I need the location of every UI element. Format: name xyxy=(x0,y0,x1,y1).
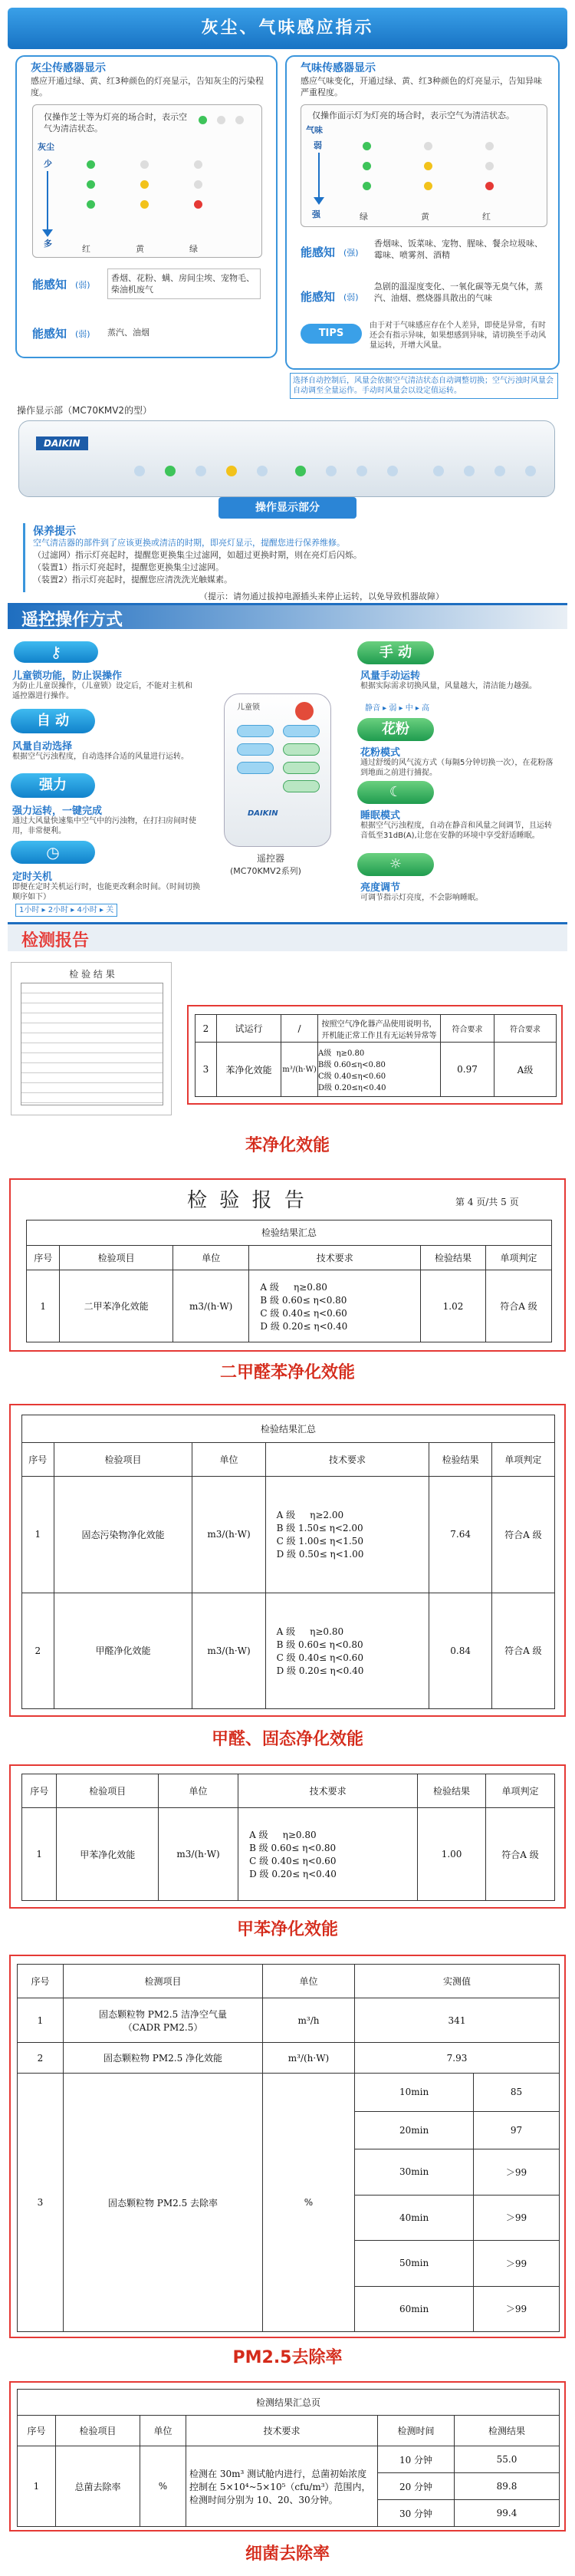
row-no: 3 xyxy=(18,2074,64,2332)
indicator-lamp-icon xyxy=(495,466,505,476)
remote-controller xyxy=(224,693,331,847)
maintenance-line2: （过滤网）指示灯亮起时，提醒您更换集尘过滤网，如超过更换时期，则在亮灯后闪烁。 xyxy=(33,550,362,560)
odor-sense-list: 香烟味、饭菜味、宠物、腥味、餐余垃圾味、霉味、喷雾剂、酒精 xyxy=(374,239,543,260)
lock-title: 儿童锁功能，防止误操作 xyxy=(12,670,123,682)
device-panel-image xyxy=(18,420,555,497)
red-light-icon xyxy=(194,200,202,209)
report-document-thumbnail xyxy=(11,962,172,1115)
odor-low-label: 弱 xyxy=(314,140,322,150)
row-item: 甲醛净化效能 xyxy=(54,1593,192,1709)
col-res: 检验结果 xyxy=(421,1245,486,1270)
brightness-title: 亮度调节 xyxy=(360,882,401,894)
dust-indicator-box xyxy=(32,104,262,258)
caption-pm25: PM2.5去除率 xyxy=(232,2348,343,2367)
dust-sense-list-2: 蒸汽、油烟 xyxy=(107,328,150,338)
doc-title: 检 验 结 果 xyxy=(69,969,115,980)
dust-axis-label: 灰尘 xyxy=(38,142,54,152)
tips-text: 由于对于气味感应存在个人差异，即使是异常，有时还会有指示异味，如果想感到异味，请切换至手动风量运转，开增大风量。 xyxy=(370,321,546,350)
row-item: 固态颗粒物 PM2.5 洁净空气量 （CADR PM2.5） xyxy=(64,1998,263,2043)
manual-text: 根据实际需求切换风量，风量越大，清洁能力越强。 xyxy=(360,682,537,690)
col-res: 检测结果 xyxy=(455,2416,560,2446)
doc-table-lines xyxy=(21,983,163,1105)
pollen-button[interactable] xyxy=(283,743,320,756)
col-unit: 单位 xyxy=(159,1774,238,1808)
manual-pill: 手 动 xyxy=(357,641,434,664)
odor-box-note: 仅操作面示灯为灯亮的场合时，表示空气为清洁状态。 xyxy=(312,110,514,120)
odor-light-grid xyxy=(347,139,516,208)
manual-button[interactable] xyxy=(283,725,320,737)
row-item: 固态污染物净化效能 xyxy=(54,1477,192,1593)
value-cell: 89.8 xyxy=(455,2473,560,2500)
yellow-light-icon xyxy=(424,162,432,170)
col-req: 技术要求 xyxy=(265,1443,429,1477)
row-unit: m³/(h·W) xyxy=(281,1043,318,1097)
row-item: 二甲苯净化效能 xyxy=(60,1270,173,1342)
sense-tag-sub: (弱) xyxy=(75,329,90,339)
dust-desc: 感应开通过绿、黄、红3种颜色的灯亮显示，告知灰尘的污染程度。 xyxy=(31,76,264,97)
maintenance-line4: （装置2）指示灯亮起时，提醒您应清洗洗光触媒素。 xyxy=(33,575,232,585)
time-cell: 40min xyxy=(355,2195,474,2240)
row-req: A 级 η≥2.00 B 级 1.50≤ η<2.00 C 级 1.00≤ η<1.50 D 级 0.50≤ η<1.00 xyxy=(265,1477,429,1593)
turbo-button[interactable] xyxy=(237,743,274,756)
col-no: 序号 xyxy=(22,1443,54,1477)
time-cell: 20min xyxy=(355,2111,474,2149)
maintenance-box xyxy=(23,523,556,592)
odor-green-label: 绿 xyxy=(360,212,368,222)
dust-light-grid xyxy=(79,157,232,249)
col-no: 序号 xyxy=(18,1965,64,1998)
col-no: 序号 xyxy=(22,1774,57,1808)
row-unit: m³/(h·W) xyxy=(263,2043,355,2074)
green-light-icon xyxy=(87,180,95,189)
auto-button[interactable] xyxy=(237,725,274,737)
auto-title: 风量自动选择 xyxy=(12,741,73,753)
green-light-icon xyxy=(199,116,207,124)
row-unit: % xyxy=(263,2074,355,2332)
row-res: 0.84 xyxy=(429,1593,491,1709)
indicator-lamp-icon xyxy=(257,466,268,476)
sense-tag: 能感知 xyxy=(32,278,67,292)
time-cell: 10 分钟 xyxy=(378,2446,455,2473)
speed-sequence: 静音 ▸ 弱 ▸ 中 ▸ 高 xyxy=(365,704,430,713)
col-no: 序号 xyxy=(18,2416,56,2446)
row-res: 0.97 xyxy=(441,1043,495,1097)
col-req: 技术要求 xyxy=(249,1245,421,1270)
remote-brand-logo: DAIKIN xyxy=(248,809,278,818)
down-arrow-icon xyxy=(42,229,53,237)
row-item: 苯净化效能 xyxy=(217,1043,281,1097)
off-light-icon xyxy=(485,142,494,150)
timer-title: 定时关机 xyxy=(12,871,53,883)
timer-button[interactable] xyxy=(237,762,274,774)
dust-red-label: 红 xyxy=(82,244,90,254)
odor-note: 选择自动控制后，风量会依据空气清洁状态自动调整切换；空气污浊时风量会自动调至全量运作。手动时风量会以设定值运转。 xyxy=(290,373,558,399)
col-req: 技术要求 xyxy=(186,2416,378,2446)
value-cell: ＞99 xyxy=(474,2195,560,2240)
table-summary-header: 检测结果汇总页 xyxy=(18,2390,560,2416)
key-icon: ⚷ xyxy=(14,641,98,663)
power-button-icon[interactable] xyxy=(295,702,314,720)
odor-panel xyxy=(285,55,560,370)
scale-arrow xyxy=(47,171,48,232)
col-res: 检验结果 xyxy=(418,1774,486,1808)
sleep-title: 睡眠模式 xyxy=(360,810,401,822)
odor-indicator-box xyxy=(301,104,547,227)
time-cell: 30min xyxy=(355,2149,474,2195)
maintenance-note: （提示：请勿通过拔掉电源插头来停止运转，以免导致机器故障） xyxy=(199,591,444,601)
off-light-icon xyxy=(140,160,149,169)
pollen-pill: 花粉 xyxy=(357,718,434,741)
green-light-icon xyxy=(363,142,371,150)
sun-icon: ☼ xyxy=(357,853,434,876)
yellow-light-icon xyxy=(424,182,432,190)
device-caption: 操作显示部（MC70KMV2的型） xyxy=(17,405,153,416)
col-jud: 单项判定 xyxy=(486,1774,555,1808)
time-cell: 50min xyxy=(355,2241,474,2286)
remote-label: 遥控器 xyxy=(257,853,285,864)
report-1-box xyxy=(187,1005,563,1105)
time-cell: 10min xyxy=(355,2074,474,2112)
col-req: 技术要求 xyxy=(238,1774,418,1808)
row-res: 7.64 xyxy=(429,1477,491,1593)
row-req: A 级 η≥0.80 B 级 0.60≤ η<0.80 C 级 0.40≤ η<0.60 D 级 0.20≤ η<0.40 xyxy=(249,1270,421,1342)
row-res: 1.00 xyxy=(418,1808,486,1901)
odor-sense-row-2 xyxy=(301,278,547,318)
yellow-light-icon xyxy=(140,180,149,189)
dust-box-note: 仅操作芝士等为灯亮的场合时，表示空气为清洁状态。 xyxy=(44,112,187,133)
sense-tag: 能感知 xyxy=(301,290,336,304)
yellow-light-icon xyxy=(140,200,149,209)
row-no: 3 xyxy=(196,1043,217,1097)
green-light-icon xyxy=(363,182,371,190)
red-light-icon xyxy=(485,182,494,190)
sense-tag: 能感知 xyxy=(32,327,67,341)
off-light-icon xyxy=(424,142,432,150)
maintenance-line3: （装置1）指示灯亮起时，提醒您更换集尘过滤网。 xyxy=(33,562,224,572)
col-item: 检验项目 xyxy=(57,1774,159,1808)
col-no: 序号 xyxy=(27,1245,60,1270)
row-unit: m3/(h·W) xyxy=(159,1808,238,1901)
report-3-box xyxy=(9,1404,566,1717)
value-cell: ＞99 xyxy=(474,2241,560,2286)
value-cell: ＞99 xyxy=(474,2286,560,2332)
value-cell: 97 xyxy=(474,2111,560,2149)
row-req: A 级 η≥0.80 B 级 0.60≤ η<0.80 C 级 0.40≤ η<0.60 D 级 0.20≤ η<0.40 xyxy=(238,1808,418,1901)
maintenance-line1: 空气清洁器的部件到了应该更换或清洁的时期，即亮灯显示，提醒您进行保养维修。 xyxy=(33,538,345,548)
row-unit: m³/h xyxy=(263,1998,355,2043)
brightness-button[interactable] xyxy=(283,780,320,792)
value-cell: 99.4 xyxy=(455,2500,560,2527)
row-item: 甲苯净化效能 xyxy=(57,1808,159,1901)
row-jud: 符合A 级 xyxy=(491,1477,554,1593)
row-val: 341 xyxy=(355,1998,560,2043)
indicator-lamp-icon xyxy=(165,466,176,476)
indicator-lamp-icon xyxy=(326,466,337,476)
dust-panel xyxy=(15,55,278,358)
table-summary-header: 检验结果汇总 xyxy=(27,1220,552,1246)
caption-benzene: 苯净化效能 xyxy=(245,1136,330,1155)
pollen-text: 通过舒缓的风气流方式（每隔5分钟切换一次），在花粉落到地面之前进行捕捉。 xyxy=(360,759,554,777)
indicator-lamp-icon xyxy=(433,466,444,476)
col-unit: 单位 xyxy=(192,1443,265,1477)
report-2-title: 检 验 报 告 xyxy=(187,1189,307,1212)
row-req: 检测在 30m³ 测试舱内进行，总菌初始浓度控制在 5×10⁴~5×10⁵（cfu/m³）范围内，检测时间分别为 10、20、30分钟。 xyxy=(186,2446,378,2527)
row-res: 1.02 xyxy=(421,1270,486,1342)
row-req: A级 η≥0.80 B级 0.60≤η<0.80 C级 0.40≤η<0.60 D级 0.20≤η<0.40 xyxy=(318,1043,441,1097)
dust-low-label: 少 xyxy=(44,159,52,169)
col-unit: 单位 xyxy=(140,2416,186,2446)
col-unit: 单位 xyxy=(263,1965,355,1998)
power-button-icon xyxy=(525,466,536,476)
row-no: 1 xyxy=(18,2446,56,2527)
report-section-title: 检测报告 xyxy=(21,931,90,950)
time-cell: 30 分钟 xyxy=(378,2500,455,2527)
header-banner xyxy=(8,8,567,49)
off-light-icon xyxy=(235,116,244,124)
odor-high-label: 强 xyxy=(312,209,320,219)
report-2-page: 第 4 页/共 5 页 xyxy=(455,1197,519,1207)
caption-bacteria: 细菌去除率 xyxy=(245,2545,330,2564)
down-arrow-icon xyxy=(314,197,324,205)
row-unit: m3/(h·W) xyxy=(172,1270,248,1342)
off-light-icon xyxy=(194,160,202,169)
odor-sense-row xyxy=(301,233,547,279)
dust-high-label: 多 xyxy=(44,239,52,249)
indicator-lamp-icon xyxy=(196,466,206,476)
row-val: 7.93 xyxy=(355,2043,560,2074)
report-6-box xyxy=(9,2381,566,2532)
row-jud: 符合A 级 xyxy=(486,1808,555,1901)
timer-text: 即便在定时关机运行时，也能更改剩余时间。（时间切换顺序如下） xyxy=(12,883,200,901)
moon-icon: ☾ xyxy=(357,781,434,804)
col-time: 检测时间 xyxy=(378,2416,455,2446)
caption-formaldehyde: 甲醛、固态净化效能 xyxy=(211,1730,363,1749)
row-unit: m3/(h·W) xyxy=(192,1477,265,1593)
auto-text: 根据空气污浊程度，自动选择合适的风量进行运转。 xyxy=(12,753,189,761)
green-light-icon xyxy=(363,162,371,170)
pollen-title: 花粉模式 xyxy=(360,747,401,759)
row-item: 试运行 xyxy=(217,1015,281,1043)
report-2-box xyxy=(9,1178,566,1352)
remote-section-header xyxy=(8,603,567,629)
scale-arrow xyxy=(318,153,320,199)
odor-red-label: 红 xyxy=(482,212,491,222)
caption-toluene: 甲苯净化效能 xyxy=(236,1920,338,1939)
indicator-lamp-icon xyxy=(387,466,398,476)
time-cell: 60min xyxy=(355,2286,474,2332)
col-jud: 单项判定 xyxy=(486,1245,552,1270)
row-no: 1 xyxy=(22,1808,57,1901)
manual-title: 风量手动运转 xyxy=(360,670,421,682)
row-no: 2 xyxy=(196,1015,217,1043)
col-unit: 单位 xyxy=(172,1245,248,1270)
tips-row xyxy=(301,321,547,351)
remote-model: (MC70KMV2系列) xyxy=(230,866,301,876)
col-jud: 单项判定 xyxy=(491,1443,554,1477)
col-item: 检验项目 xyxy=(54,1443,192,1477)
brightness-text: 可调节指示灯亮度，不会影响睡眠。 xyxy=(360,894,483,902)
indicator-lamp-icon xyxy=(464,466,475,476)
page-title: 灰尘、气味感应指示 xyxy=(201,18,374,38)
green-light-icon xyxy=(87,200,95,209)
turbo-text: 通过大风量快速集中空气中的污浊物，在打扫房间时使用，非常便利。 xyxy=(12,817,196,835)
row-jud: 符合A 级 xyxy=(491,1593,554,1709)
report-section-header xyxy=(8,922,567,951)
row-no: 1 xyxy=(18,1998,64,2043)
value-cell: 55.0 xyxy=(455,2446,560,2473)
sense-tag-sub: (弱) xyxy=(75,280,90,290)
off-light-icon xyxy=(485,162,494,170)
value-cell: ＞99 xyxy=(474,2149,560,2195)
row-item: 总菌去除率 xyxy=(56,2446,140,2527)
dust-preview-lights xyxy=(194,113,255,156)
odor-axis-label: 气味 xyxy=(306,125,323,135)
time-cell: 20 分钟 xyxy=(378,2473,455,2500)
col-val: 实测值 xyxy=(355,1965,560,1998)
tips-badge: TIPS xyxy=(301,324,362,344)
sense-tag-sub: (强) xyxy=(343,248,359,258)
row-req: A 级 η≥0.80 B 级 0.60≤ η<0.80 C 级 0.40≤ η<0.60 D 级 0.20≤ η<0.40 xyxy=(265,1593,429,1709)
odor-desc: 感应气味变化，开通过绿、黄、红3种颜色的灯亮显示，告知异味严重程度。 xyxy=(301,76,542,97)
indicator-lamp-icon xyxy=(134,466,145,476)
table-summary-header: 检验结果汇总 xyxy=(22,1415,555,1443)
row-item: 固态颗粒物 PM2.5 净化效能 xyxy=(64,2043,263,2074)
dust-green-label: 绿 xyxy=(189,244,198,254)
maintenance-title: 保养提示 xyxy=(33,525,76,538)
row-jud: A级 xyxy=(495,1043,557,1097)
dust-title: 灰尘传感器显示 xyxy=(31,62,106,74)
timer-sequence: 1小时 ▸ 2小时 ▸ 4小时 ▸ 关 xyxy=(15,904,117,917)
row-res: 符合要求 xyxy=(441,1015,495,1043)
sense-tag: 能感知 xyxy=(301,245,336,259)
col-res: 检验结果 xyxy=(429,1443,491,1477)
brand-logo: DAIKIN xyxy=(36,436,88,450)
off-light-icon xyxy=(217,116,225,124)
row-no: 1 xyxy=(27,1270,60,1342)
dust-yellow-label: 黄 xyxy=(136,244,144,254)
row-no: 2 xyxy=(18,2043,64,2074)
indicator-lamp-icon xyxy=(226,466,237,476)
dust-sense-list: 香烟、花粉、螨、房间尘埃、宠物毛、柴油机废气 xyxy=(107,268,261,299)
indicator-lamp-icon xyxy=(356,466,367,476)
timer-icon: ◷ xyxy=(11,841,95,864)
report-5-box xyxy=(9,1955,566,2338)
turbo-pill: 强力 xyxy=(11,773,95,798)
display-label: 操作显示部分 xyxy=(219,497,356,519)
odor-sense-list-2: 急剧的温湿度变化、一氧化碳等无臭气体，蒸汽、油烟、燃烧器具散出的气味 xyxy=(374,282,543,303)
row-unit: m3/(h·W) xyxy=(192,1593,265,1709)
caption-xylene: 二甲醛苯净化效能 xyxy=(219,1363,355,1382)
sense-tag-sub: (弱) xyxy=(343,292,359,302)
value-cell: 85 xyxy=(474,2074,560,2112)
row-jud: 符合要求 xyxy=(495,1015,557,1043)
col-item: 检验项目 xyxy=(56,2416,140,2446)
turbo-title: 强力运转，一键完成 xyxy=(12,805,103,817)
remote-section-title: 遥控操作方式 xyxy=(21,611,123,630)
odor-yellow-label: 黄 xyxy=(421,212,429,222)
col-item: 检验项目 xyxy=(60,1245,173,1270)
indicator-lamp-icon xyxy=(295,466,306,476)
remote-feature-lock xyxy=(11,641,210,703)
report-4-box xyxy=(9,1764,566,1909)
dust-sense-row-2 xyxy=(32,318,262,348)
col-item: 检测项目 xyxy=(64,1965,263,1998)
row-jud: 符合A 级 xyxy=(486,1270,552,1342)
row-unit: % xyxy=(140,2446,186,2527)
dust-sense-row xyxy=(32,264,262,310)
row-item: 固态颗粒物 PM2.5 去除率 xyxy=(64,2074,263,2332)
row-no: 1 xyxy=(22,1477,54,1593)
lock-text: 为防止儿童误操作，（儿童锁）设定后，不能对主机和遥控器进行操作。 xyxy=(12,682,192,700)
off-light-icon xyxy=(194,180,202,189)
sleep-text: 根据空气污浊程度，自动在静音和风量之间调节，且运转音低至31dB(A),让您在安静的环境中享受舒适睡眠。 xyxy=(360,822,552,840)
row-unit: / xyxy=(281,1015,318,1043)
row-no: 2 xyxy=(22,1593,54,1709)
sleep-button[interactable] xyxy=(283,762,320,774)
remote-lock-label: 儿童锁 xyxy=(237,703,260,712)
green-light-icon xyxy=(87,160,95,169)
auto-pill: 自 动 xyxy=(11,709,95,733)
row-req: 按照空气净化器产品使用说明书，开机能正常工作且有无运转异常等 xyxy=(318,1015,441,1043)
odor-title: 气味传感器显示 xyxy=(301,62,376,74)
